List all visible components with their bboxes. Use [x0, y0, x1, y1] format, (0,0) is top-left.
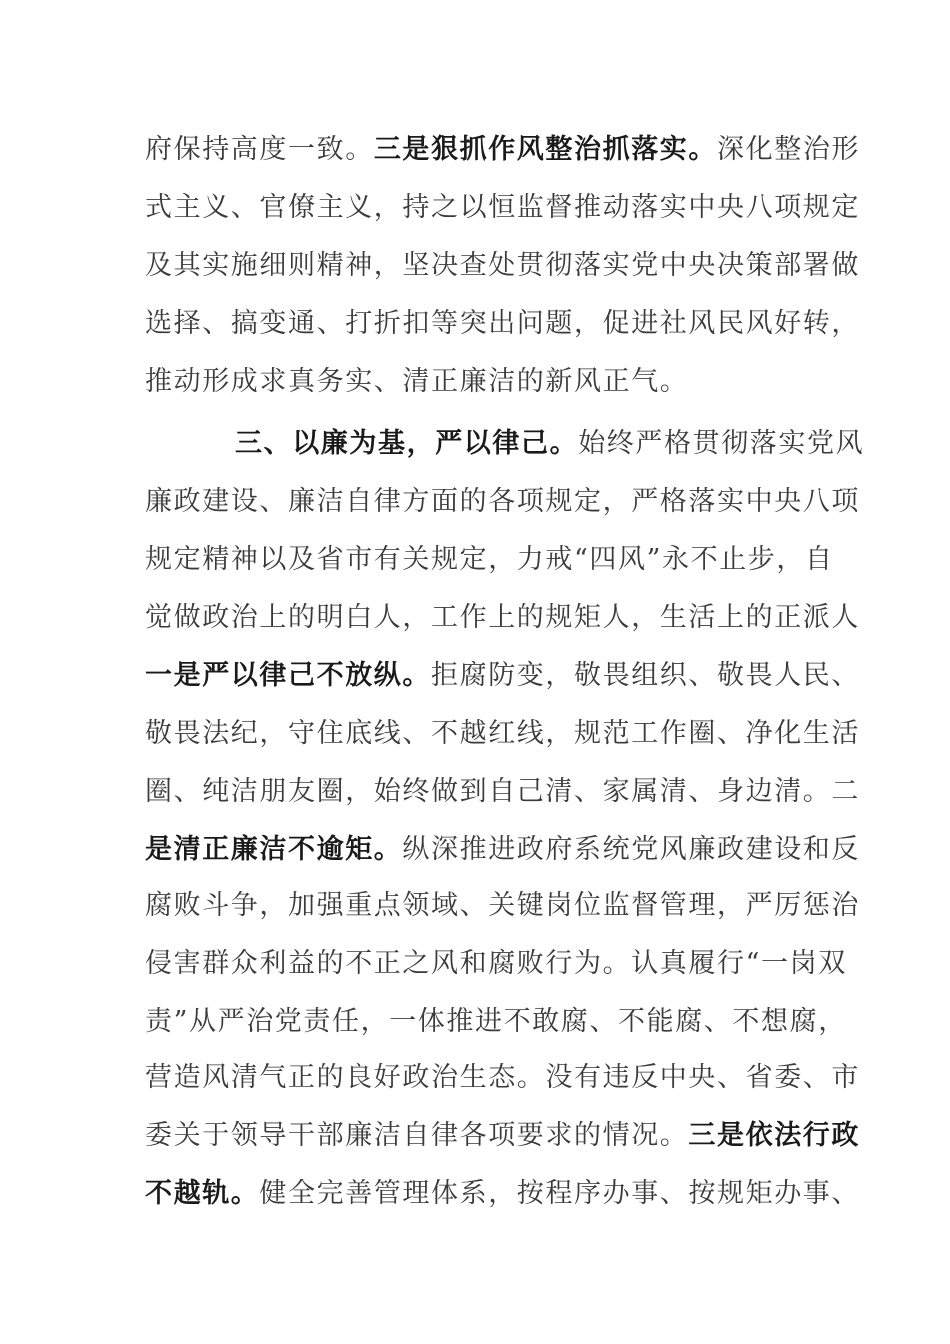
- text-run: 责”从严治党责任，一体推进不敢腐、不能腐、不想腐，: [145, 1006, 847, 1037]
- bold-heading-run: 是清正廉洁不逾矩。: [145, 834, 403, 865]
- text-run: 健全完善管理体系，按程序办事、按规矩办事、: [259, 1178, 861, 1209]
- bold-heading-run: 三是依法行政: [688, 1120, 861, 1151]
- text-run: 廉政建设、廉洁自律方面的各项规定，严格落实中央八项: [145, 486, 860, 517]
- text-line: [145, 1062, 860, 1094]
- text-run: 营造风清气正的良好政治生态。没有违反中央、省委、市: [145, 1062, 860, 1093]
- text-run: 式主义、官僚主义，持之以恒监督推动落实中央八项规定: [145, 192, 860, 223]
- text-run: 府保持高度一致。: [145, 134, 374, 165]
- text-line: [145, 1178, 861, 1210]
- text-run: 腐败斗争，加强重点领域、关键岗位监督管理，严厉惩治: [145, 890, 860, 921]
- text-line: [145, 602, 860, 634]
- text-line: [145, 948, 847, 980]
- text-run: 及其实施细则精神，坚决查处贯彻落实党中央决策部署做: [145, 250, 860, 281]
- text-line: [145, 660, 860, 692]
- bold-heading-run: 一是严以律己不放纵。: [145, 660, 431, 691]
- bold-heading-run: 不越轨。: [145, 1178, 260, 1209]
- text-run: 推动形成求真务实、清正廉洁的新风正气。: [145, 366, 689, 397]
- text-run: 纵深推进政府系统党风廉政建设和反: [402, 834, 861, 865]
- text-line: [145, 366, 810, 398]
- text-line: [145, 1120, 861, 1152]
- text-run: 规定精神以及省市有关规定，力戒“四风”永不止步，自: [145, 544, 834, 575]
- text-line: [145, 890, 860, 922]
- text-run: 始终严格贯彻落实党风: [578, 428, 865, 459]
- text-line: [145, 308, 860, 340]
- text-line: [145, 486, 860, 518]
- text-line: [145, 718, 860, 750]
- text-run: 敬畏法纪，守住底线、不越红线，规范工作圈、净化生活: [145, 718, 860, 749]
- text-line: [145, 250, 860, 282]
- bold-heading-run: 三是狠抓作风整治抓落实。: [373, 134, 718, 165]
- text-run: 深化整治形: [717, 134, 861, 165]
- text-run: 委关于领导干部廉洁自律各项要求的情况。: [145, 1120, 689, 1151]
- section-heading-line: [235, 428, 865, 460]
- text-line: [145, 776, 860, 808]
- text-line: [145, 1006, 847, 1038]
- text-run: 觉做政治上的明白人，工作上的规矩人，生活上的正派人: [145, 602, 860, 633]
- text-line: [145, 134, 861, 166]
- text-line: [145, 192, 860, 224]
- text-run: 圈、纯洁朋友圈，始终做到自己清、家属清、身边清。二: [145, 776, 860, 807]
- section-heading: 三、以廉为基，严以律己。: [235, 428, 579, 459]
- text-run: 选择、搞变通、打折扣等突出问题，促进社风民风好转，: [145, 308, 860, 339]
- text-line: [145, 544, 834, 576]
- text-run: 侵害群众利益的不正之风和腐败行为。认真履行“一岗双: [145, 948, 847, 979]
- text-line: [145, 834, 861, 866]
- text-run: 拒腐防变，敬畏组织、敬畏人民、: [431, 660, 860, 691]
